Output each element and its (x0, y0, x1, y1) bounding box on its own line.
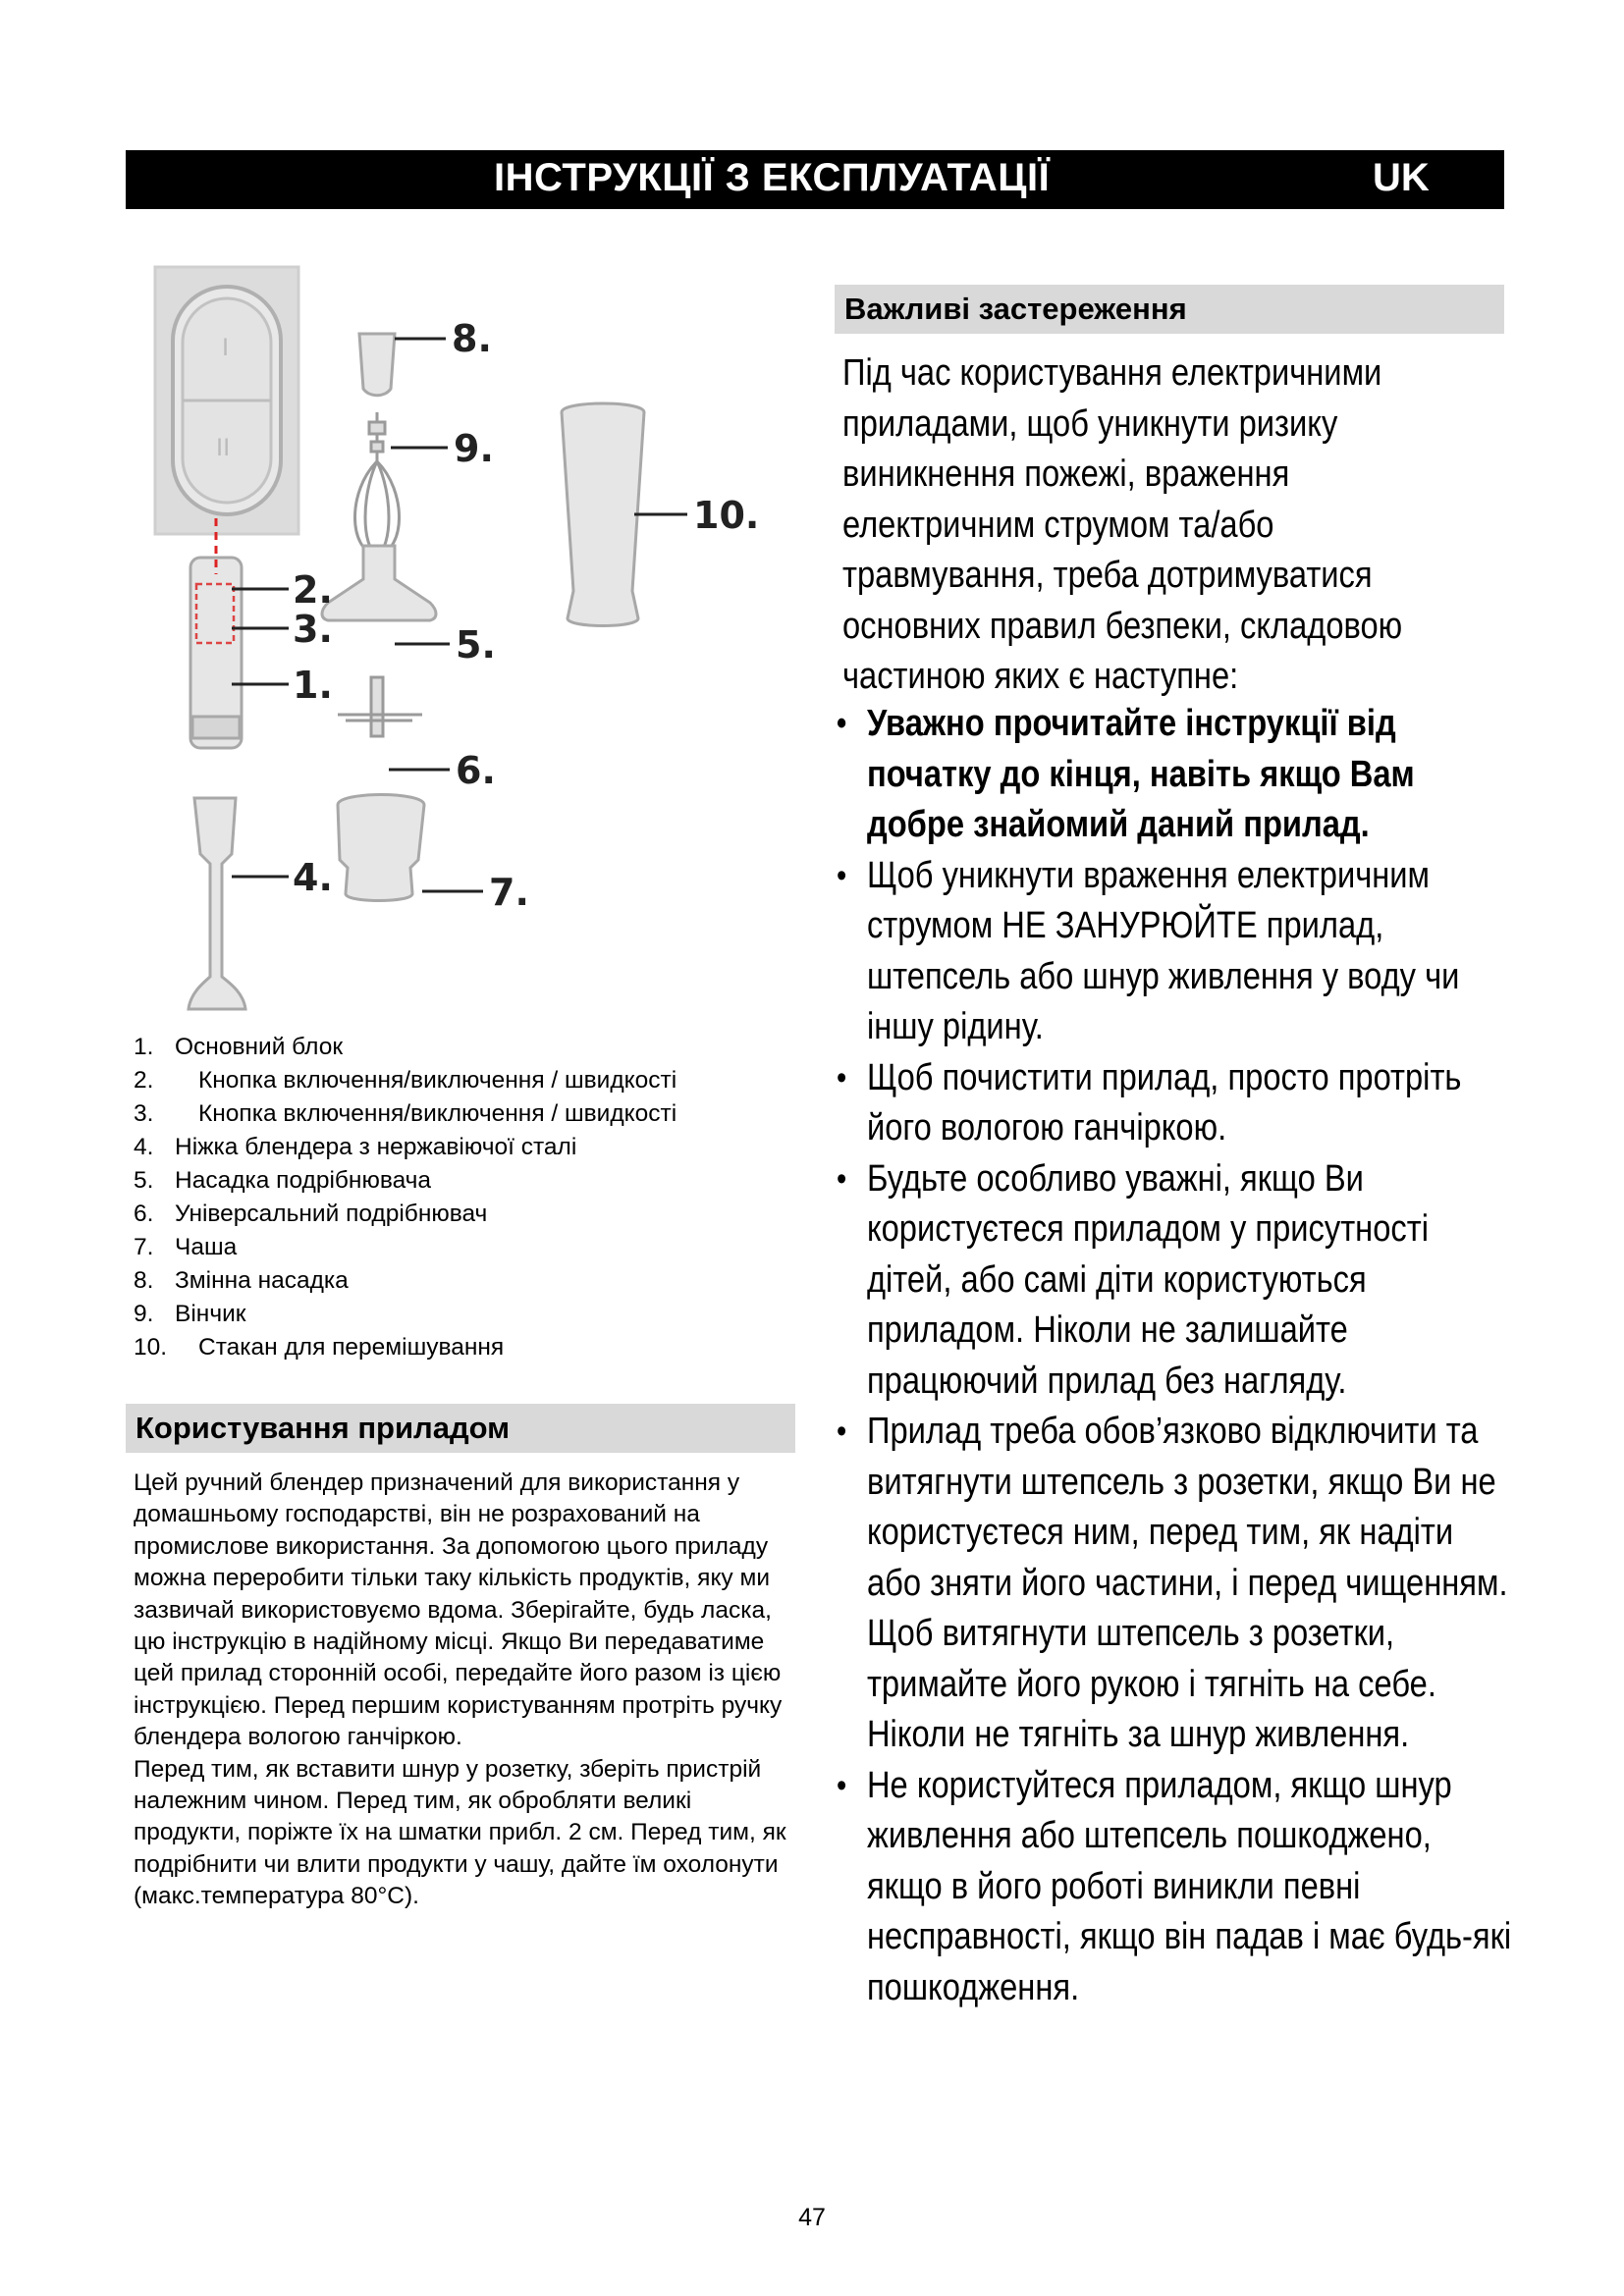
legend-item: 5. Насадка подрібнювача (134, 1167, 432, 1194)
callout-5: 5. (456, 623, 496, 667)
warning-item: • Будьте особливо уважні, якщо Ви користуєтеся приладом у присутності дітей, або самі діти користуються приладом. Ніколи не залишайте працюючий прилад без нагляду. (837, 1154, 1512, 1408)
warning-item: • Щоб уникнути враження електричним струмом НЕ ЗАНУРЮЙТЕ прилад, штепсель або шнур живлення у воду чи іншу рідину. (837, 851, 1512, 1053)
page-number: 47 (798, 2204, 826, 2231)
usage-text (134, 1468, 801, 1913)
button-mark-2: II (216, 434, 231, 461)
blender-leg (189, 798, 245, 1009)
page-title: ІНСТРУКЦІЇ З ЕКСПЛУАТАЦІЇ (494, 156, 1051, 199)
callout-7: 7. (489, 871, 529, 914)
warning-item: • Щоб почистити прилад, просто протріть його вологою ганчіркою. (837, 1053, 1512, 1154)
attachment-8 (359, 334, 395, 396)
header-bar (126, 150, 1504, 209)
warnings-intro: Під час користування електричними приладами, щоб уникнути ризику виникнення пожежі, враження електричним струмом та/або травмування, треба дотримуватися основних правил безпеки, складовою частиною яких є наступне: (842, 352, 1403, 697)
callout-1: 1. (293, 664, 333, 707)
chopper-blade (338, 677, 422, 736)
warnings-list (837, 699, 1512, 2013)
blender-diagram (137, 255, 805, 1021)
warning-item: • Уважно прочитайте інструкції від початку до кінця, навіть якщо Вам добре знайомий даний прилад. (837, 699, 1512, 851)
callout-8: 8. (452, 317, 492, 360)
warning-item: • Не користуйтеся приладом, якщо шнур живлення або штепсель пошкоджено, якщо в його роботі виникли певні несправності, якщо він падав і має будь-які пошкодження. (837, 1761, 1512, 2014)
warnings-section-heading: Важливі застереження (835, 285, 1504, 334)
usage-paragraph-2: Перед тим, як вставити шнур у розетку, зберіть пристрій належним чином. Перед тим, як обробляти великі продукти, поріжте їх на шматки прибл. 2 см. Перед тим, як подрібнити чи влити продукти у чашу, дайте їм охолонути (макс.температура 80°C). (134, 1755, 786, 1910)
legend-item: 3. Кнопка включення/виключення / швидкості (134, 1100, 677, 1127)
legend-item: 10. Стакан для перемішування (134, 1334, 505, 1361)
mixing-beaker (562, 403, 644, 626)
parts-legend (134, 1031, 801, 1364)
warning-item: • Прилад треба обов’язково відключити та витягнути штепсель з розетки, якщо Ви не користуєтеся ним, перед тим, як надіти або зняти його частини, і перед чищенням. Щоб витягнути штепсель з розетки, тримайте його рукою і тягніть на себе. Ніколи не тягніть за шнур живлення. (837, 1407, 1512, 1761)
whisk (355, 412, 400, 556)
callout-3: 3. (293, 608, 333, 651)
legend-item: 9. Вінчик (134, 1301, 246, 1327)
callout-2: 2. (293, 568, 333, 612)
legend-item: 8. Змінна насадка (134, 1267, 349, 1294)
legend-item: 4. Ніжка блендера з нержавіючої сталі (134, 1134, 577, 1160)
language-code: UK (1373, 156, 1430, 199)
chopper-lid (322, 546, 436, 620)
legend-item: 1. Основний блок (134, 1034, 344, 1060)
legend-item: 2. Кнопка включення/виключення / швидкості (134, 1067, 677, 1094)
legend-item: 7. Чаша (134, 1234, 238, 1260)
usage-section-heading: Користування приладом (126, 1404, 795, 1453)
button-mark-1: I (222, 334, 230, 361)
callout-10: 10. (693, 494, 760, 537)
callout-6: 6. (456, 749, 496, 792)
usage-paragraph-1: Цей ручний блендер призначений для використання у домашньому господарстві, він не розрахований на промислове використання. За допомогою цього приладу можна переробити тільки таку кількість продуктів, яку ми зазвичай використовуємо вдома. Зберігайте, будь ласка, цю інструкцію в надійному місці. Якщо Ви передаватиме цей прилад сторонній особі, передайте його разом із цією інструкцією. Перед першим користуванням протріть ручку блендера вологою ганчіркою. (134, 1469, 783, 1751)
chopper-bowl (338, 795, 424, 901)
legend-item: 6. Універсальний подрібнювач (134, 1201, 488, 1227)
callout-4: 4. (293, 856, 333, 899)
callout-9: 9. (454, 427, 494, 470)
